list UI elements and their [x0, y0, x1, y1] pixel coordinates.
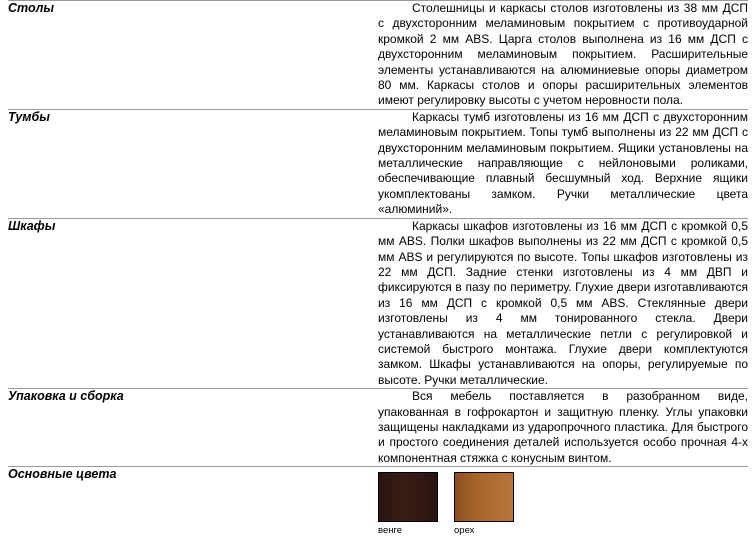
section-paragraph: Каркасы шкафов изготовлены из 16 мм ДСП с кромкой 0,5 мм ABS. Полки шкафов выполнены из 22 мм ДСП с кромкой 0,5 мм ABS и регулируются по высоте. Топы шкафов изготовлены из 22 мм ДСП. Задние стенки изготовлены из 4 мм ДВП и фиксируются в пазу по периметру. Глухие двери изготавливаются из 16 мм ДСП с кромкой 0,5 мм ABS. Стеклянные двери изготовлены из 4 мм тонированного стекла. Двери устанавливаются на металлические петли с регулировкой и системой быстрого монтажа. Глухие двери комплектуются замком. Шкафы устанавливаются на опоры, регулируемые по высоте. Ручки металлические.	[378, 218, 748, 387]
spec-row-tables	[8, 1, 748, 109]
color-swatch-wenge	[378, 472, 438, 537]
section-paragraph: Столешницы и каркасы столов изготовлены из 38 мм ДСП с двухсторонним меламиновым покрытием с противоударной кромкой 2 мм ABS. Царга столов выполнена из 16 мм ДСП с двухсторонним меламиновым покрытием. Расширительные элементы устанавливаются на алюминиевые опоры диаметром 80 мм. Каркасы столов и опоры расширительных элементов имеют регулировку высоты с учетом неровности пола.	[378, 1, 748, 108]
color-chip	[454, 472, 514, 522]
spec-row-pedestals	[8, 110, 748, 218]
section-label: Шкафы	[8, 218, 56, 233]
section-paragraph: Вся мебель поставляется в разобранном виде, упакованная в гофрокартон и защитную пленку. Углы упаковки защищены накладками из ударопрочного пластика. Для быстрого и простого соединения деталей используется особо прочная 4-х компонентная стяжка с конусным винтом.	[378, 389, 748, 465]
row-body-cell	[378, 1, 748, 109]
row-label-cell	[8, 467, 378, 537]
row-body-cell	[378, 219, 748, 388]
spec-row-cabinets	[8, 219, 748, 388]
color-chip	[378, 472, 438, 522]
row-label-cell	[8, 219, 378, 388]
color-name: орех	[454, 525, 475, 537]
section-label: Тумбы	[8, 109, 50, 124]
color-swatch-list	[378, 467, 748, 537]
color-name: венге	[378, 525, 403, 537]
specification-table	[8, 0, 748, 537]
color-swatch-walnut	[454, 472, 514, 537]
section-label: Упаковка и сборка	[8, 389, 124, 404]
section-paragraph: Каркасы тумб изготовлены из 16 мм ДСП с двухсторонним меламиновым покрытием. Топы тумб выполнены из 22 мм ДСП с двухсторонним меламиновым покрытием. Ящики установлены на металлические направляющие с нейлоновыми роликами, обеспечивающие плавный бесшумный ход. Верхние ящики укомплектованы замком. Ручки металлические цвета «алюминий».	[378, 109, 748, 217]
section-label: Основные цвета	[8, 467, 117, 482]
row-body-cell	[378, 467, 748, 537]
spec-row-colors	[8, 467, 748, 537]
row-label-cell	[8, 1, 378, 109]
row-label-cell	[8, 110, 378, 218]
row-body-cell	[378, 110, 748, 218]
section-label: Столы	[8, 1, 55, 15]
